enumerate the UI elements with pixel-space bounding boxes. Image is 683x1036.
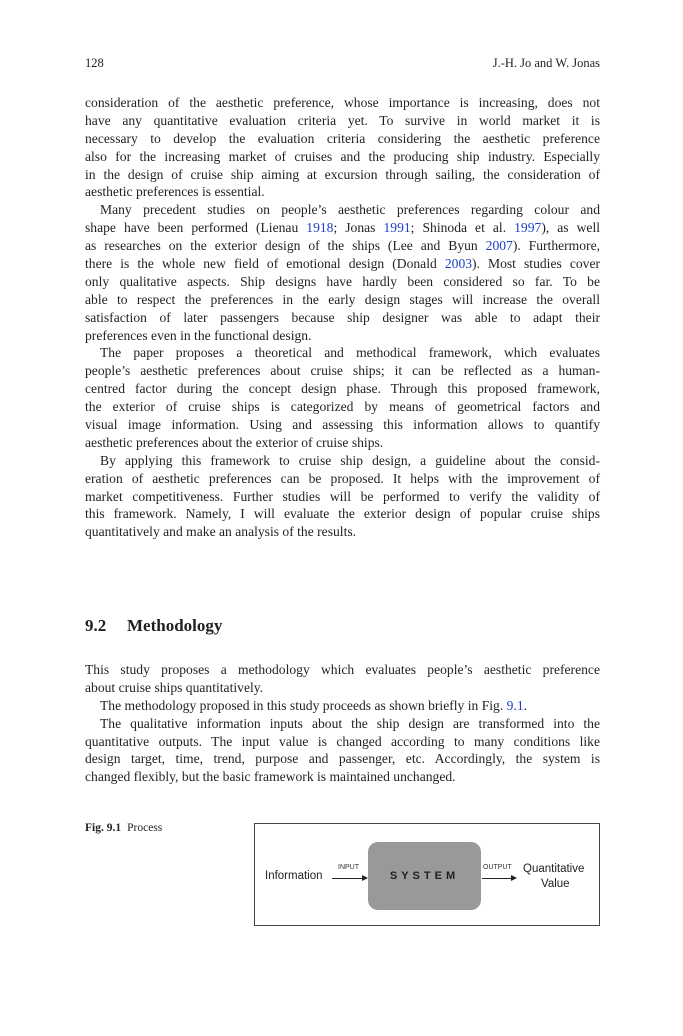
running-head: J.-H. Jo and W. Jonas [492, 56, 600, 70]
input-text: Information [265, 870, 323, 882]
text-line [85, 362, 600, 380]
output-arrow-icon [482, 878, 515, 879]
text-line [85, 750, 600, 768]
text-line [85, 255, 600, 273]
text-run: aesthetic preferences is essential. [85, 184, 265, 200]
output-text-line1: Quantitative [523, 863, 585, 875]
text-line [85, 679, 600, 697]
text-run: shape have been performed (Lienau [85, 220, 307, 236]
text-line [85, 344, 600, 362]
text-line [85, 309, 600, 327]
text-run: ). Most studies cover [472, 256, 601, 272]
section-number: 9.2 [85, 616, 107, 635]
text-run: The methodology proposed in this study proceeds as shown briefly in Fig. [100, 697, 507, 713]
text-run: also for the increasing market of cruises and the producing ship industry. Especially [85, 148, 600, 164]
text-run: able to respect the preferences in the early design stages will increase the overall [85, 291, 600, 307]
output-label: OUTPUT [483, 864, 512, 871]
paragraph [85, 452, 600, 541]
text-run: quantitative outputs. The input value is changed according to many conditions like [85, 733, 600, 749]
output-text-line2: Value [541, 878, 570, 890]
text-run: ), as well [541, 220, 601, 236]
text-run: necessary to develop the evaluation criteria considering the aesthetic preference [85, 130, 600, 146]
text-line [85, 452, 600, 470]
text-run: as researches on the exterior design of the ships (Lee and Byun [85, 238, 486, 254]
text-run: aesthetic preferences about the exterior of cruise ships. [85, 434, 384, 450]
paragraph [85, 94, 600, 201]
citation-link[interactable]: 1918 [306, 220, 334, 236]
text-run: ; Jonas [333, 220, 384, 236]
text-run: people’s aesthetic preferences about cruise ships; it can be reflected as a human- [85, 363, 600, 379]
text-line [85, 523, 600, 541]
text-run: visual image information. Using and assessing this information allows to quantify [85, 417, 600, 433]
text-run: Many precedent studies on people’s aesthetic preferences regarding colour and [100, 202, 600, 218]
paragraph [85, 344, 600, 451]
text-line [85, 112, 600, 130]
text-run: this framework. Namely, I will evaluate the exterior design of popular cruise ships [85, 506, 600, 522]
text-run: design target, time, trend, purpose and passenger, etc. Accordingly, the system is [85, 751, 600, 767]
text-run: ; Shinoda et al. [410, 220, 515, 236]
text-line [85, 130, 600, 148]
system-box: SYSTEM [368, 842, 481, 910]
text-run: By applying this framework to cruise ship design, a guideline about the consid- [100, 452, 600, 468]
text-run: quantitatively and make an analysis of the results. [85, 524, 357, 540]
section-title: Methodology [127, 616, 223, 635]
text-run: The qualitative information inputs about the ship design are transformed into the [100, 715, 600, 731]
text-line [85, 291, 600, 309]
input-label: INPUT [338, 864, 359, 871]
text-line [85, 380, 600, 398]
text-line [85, 697, 600, 715]
text-line [85, 94, 600, 112]
text-line [85, 661, 600, 679]
input-arrow-icon [332, 878, 366, 879]
text-run: satisfaction of later passengers because ship designer was able to adapt their [85, 309, 600, 325]
section-heading [85, 616, 222, 636]
figure-caption [85, 822, 162, 834]
paragraph [85, 715, 600, 787]
text-run: ). Furthermore, [512, 238, 601, 254]
text-line [85, 715, 600, 733]
process-diagram [254, 823, 600, 926]
page-number: 128 [85, 56, 104, 70]
text-run: centred factor during the concept design phase. Through this proposed framework, [85, 381, 600, 397]
text-run: consideration of the aesthetic preference, whose importance is increasing, does not [85, 95, 600, 110]
text-line [85, 201, 600, 219]
text-run: the exterior of cruise ships is categorized by means of geometrical factors and [85, 399, 600, 415]
text-run: only qualitative aspects. Ship designs have hardly been considered so far. To be [85, 273, 600, 289]
text-run: market competitiveness. Further studies will be performed to verify the validity of [85, 488, 600, 504]
text-run: changed flexibly, but the basic framework is maintained unchanged. [85, 769, 456, 785]
text-run: there is the whole new field of emotional design (Donald [85, 256, 445, 272]
text-line [85, 434, 600, 452]
text-run: . [523, 697, 528, 713]
text-line [85, 219, 600, 237]
text-run: have any quantitative evaluation criteria yet. To survive in world market it is [85, 112, 600, 128]
figure-caption-label: Fig. 9.1 [85, 822, 122, 834]
text-line [85, 416, 600, 434]
text-line [85, 733, 600, 751]
text-block [85, 94, 600, 541]
text-line [85, 148, 600, 166]
text-line [85, 237, 600, 255]
text-line [85, 166, 600, 184]
text-run: This study proposes a methodology which evaluates people’s aesthetic preference [85, 662, 600, 677]
text-line [85, 398, 600, 416]
text-run: in the design of cruise ship aiming at excursion through sailing, the consideration of [85, 166, 600, 182]
citation-link[interactable]: 1991 [383, 220, 411, 236]
text-run: eration of aesthetic preferences can be proposed. It helps with the improvement of [85, 470, 600, 486]
text-run: The paper proposes a theoretical and methodical framework, which evaluates [100, 345, 600, 361]
text-line [85, 470, 600, 488]
citation-link[interactable]: 1997 [514, 220, 542, 236]
text-block [85, 661, 600, 786]
citation-link[interactable]: 9.1 [506, 697, 524, 713]
citation-link[interactable]: 2007 [485, 238, 513, 254]
paragraph [85, 697, 600, 715]
text-line [85, 327, 600, 345]
text-line [85, 183, 600, 201]
paragraph [85, 201, 600, 344]
text-line [85, 768, 600, 786]
citation-link[interactable]: 2003 [444, 256, 473, 272]
text-run: about cruise ships quantitatively. [85, 679, 264, 695]
text-run: preferences even in the functional design. [85, 327, 312, 343]
text-line [85, 273, 600, 291]
figure-caption-text: Process [127, 822, 163, 834]
paragraph [85, 661, 600, 697]
text-line [85, 505, 600, 523]
text-line [85, 488, 600, 506]
